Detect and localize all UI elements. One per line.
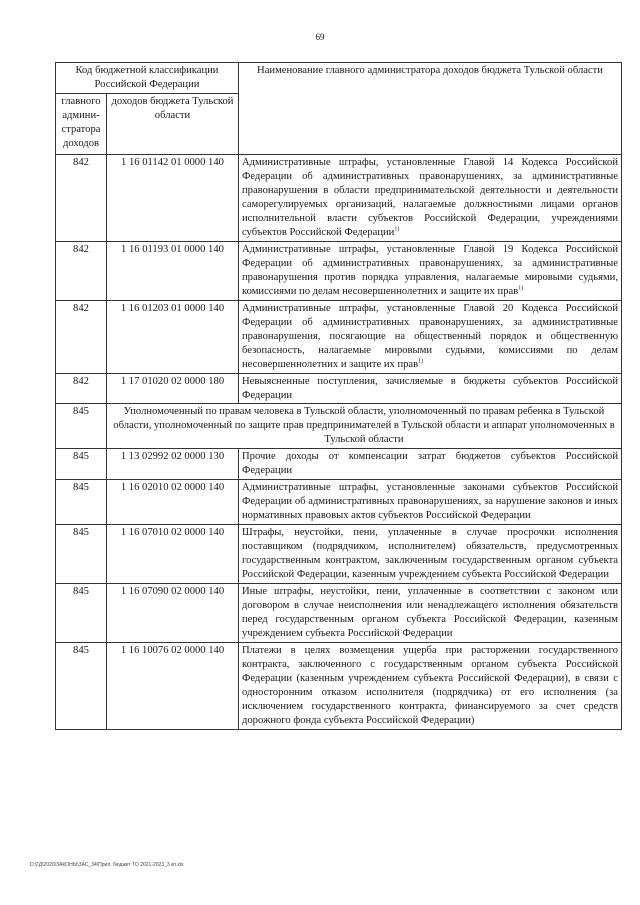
footnote-marker: 1) (394, 226, 400, 233)
footer-file-path: D:\ГД\2020\ЗАКОНЫ\ЗАС_34\Прил. бюджет ТО 2021-2023_3 кп.xls (30, 862, 184, 868)
income-name-cell (239, 584, 622, 643)
header-admin-col: главного админи-стратора доходов (56, 94, 107, 155)
header-code-group: Код бюджетной классификации Российской Федерации (56, 63, 239, 94)
income-name-text: Административные штрафы, установленные Главой 19 Кодекса Российской Федерации об административных правонарушениях, за административные правонарушения против порядка управления, налагаемые мировыми судьями, комиссиями по делам несовершеннолетних и защите их прав (242, 243, 618, 297)
administrator-name-cell: Уполномоченный по правам человека в Тульской области, уполномоченный по правам ребенка в Тульской области, уполномоченный по защите прав предпринимателей в Тульской области и аппарат уполномоченных в Тульской области (107, 404, 622, 449)
income-name-cell (239, 642, 622, 729)
income-code-cell: 1 16 10076 02 0000 140 (107, 642, 239, 729)
header-income-col: доходов бюджета Тульской области (107, 94, 239, 155)
admin-code-cell: 842 (56, 155, 107, 242)
table-row (56, 404, 622, 449)
income-name-cell (239, 241, 622, 300)
income-name-cell (239, 449, 622, 480)
table-row (56, 241, 622, 300)
page-number: 69 (315, 32, 325, 42)
admin-code-cell: 845 (56, 404, 107, 449)
table-row (56, 300, 622, 373)
income-name-cell (239, 373, 622, 404)
income-code-cell: 1 13 02992 02 0000 130 (107, 449, 239, 480)
table-row (56, 480, 622, 525)
income-name-cell (239, 155, 622, 242)
admin-code-cell: 842 (56, 241, 107, 300)
admin-code-cell: 845 (56, 449, 107, 480)
admin-code-cell: 845 (56, 642, 107, 729)
income-name-text: Штрафы, неустойки, пени, уплаченные в случае просрочки исполнения поставщиком (подрядчиком, исполнителем) обязательств, предусмотренных государственным контрактом, заключенным государственным органом субъекта Российской Федерации, казенным учреждением субъекта Российской Федерации (242, 527, 618, 581)
income-name-cell (239, 480, 622, 525)
footnote-marker: 1) (418, 358, 424, 365)
income-name-text: Административные штрафы, установленные Главой 14 Кодекса Российской Федерации об административных правонарушениях, за административные правонарушения в области предпринимательской деятельности и деятельности саморегулируемых организаций, налагаемые должностными лицами органов исполнительной власти субъектов Российской Федерации, учреждениями субъектов Российской Федерации (242, 157, 618, 238)
income-code-cell: 1 16 07090 02 0000 140 (107, 584, 239, 643)
income-name-cell (239, 300, 622, 373)
table-row (56, 449, 622, 480)
income-name-text: Административные штрафы, установленные Главой 20 Кодекса Российской Федерации об административных правонарушениях, за административные правонарушения, посягающие на общественный порядок и общественную безопасность, налагаемые мировыми судьями, комиссиями по делам несовершеннолетних и защите их прав (242, 302, 618, 370)
admin-code-cell: 842 (56, 300, 107, 373)
income-code-cell: 1 16 02010 02 0000 140 (107, 480, 239, 525)
income-code-cell: 1 16 01193 01 0000 140 (107, 241, 239, 300)
income-code-cell: 1 16 07010 02 0000 140 (107, 525, 239, 584)
income-code-cell: 1 17 01020 02 0000 180 (107, 373, 239, 404)
table-row (56, 584, 622, 643)
income-name-text: Административные штрафы, установленные законами субъектов Российской Федерации об административных правонарушениях, за нарушение законов и иных нормативных правовых актов субъектов Российской Федерации (242, 482, 618, 522)
table-row (56, 155, 622, 242)
header-name-col: Наименование главного администратора доходов бюджета Тульской области (239, 63, 622, 155)
table-row (56, 525, 622, 584)
admin-code-cell: 845 (56, 525, 107, 584)
income-name-text: Иные штрафы, неустойки, пени, уплаченные в соответствии с законом или договором в случае неисполнения или ненадлежащего исполнения обязательств перед государственным органом субъекта Российской Федерации, казенным учреждением субъекта Российской Федерации (242, 586, 618, 639)
table-row (56, 642, 622, 729)
footnote-marker: 1) (518, 285, 524, 292)
budget-classification-table (55, 62, 621, 730)
admin-code-cell: 845 (56, 584, 107, 643)
income-name-text: Невыясненные поступления, зачисляемые в бюджеты субъектов Российской Федерации (242, 375, 618, 401)
header-row-1 (56, 63, 622, 94)
income-code-cell: 1 16 01142 01 0000 140 (107, 155, 239, 242)
income-name-text: Прочие доходы от компенсации затрат бюджетов субъектов Российской Федерации (242, 451, 618, 477)
admin-code-cell: 842 (56, 373, 107, 404)
admin-code-cell: 845 (56, 480, 107, 525)
table-row (56, 373, 622, 404)
income-name-cell (239, 525, 622, 584)
income-name-text: Платежи в целях возмещения ущерба при расторжении государственного контракта, заключенного с государственным органом субъекта Российской Федерации (казенным учреждением субъекта Российской Федерации), в связи с односторонним отказом исполнителя (подрядчика) от его исполнения (за исключением государственного контракта, финансируемого за счет средств дорожного фонда субъекта Российской Федерации) (242, 644, 618, 726)
income-code-cell: 1 16 01203 01 0000 140 (107, 300, 239, 373)
